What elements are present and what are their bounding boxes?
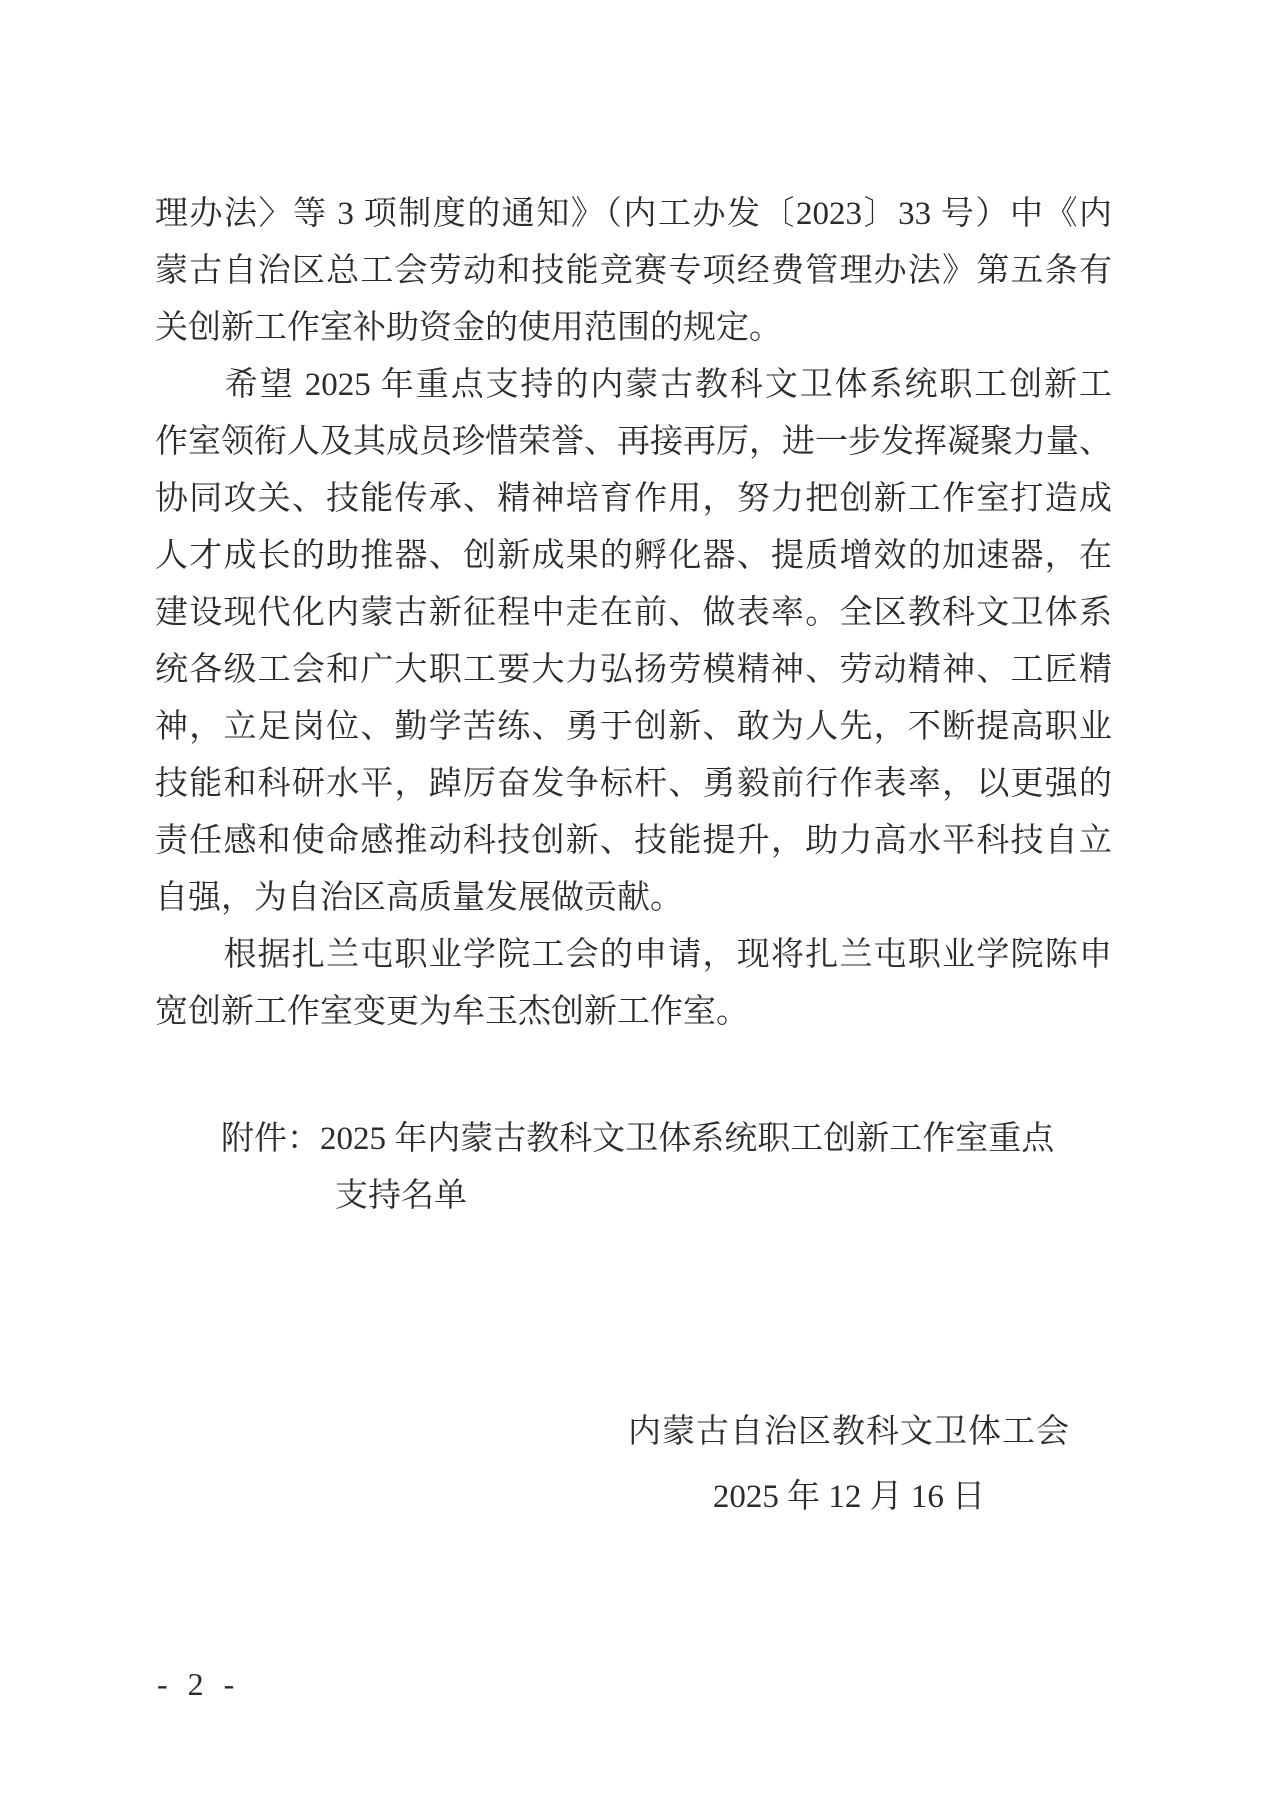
body-line: 根据扎兰屯职业学院工会的申请，现将扎兰屯职业学院陈申 (155, 937, 1112, 973)
attachment-line-2: 支持名单 (335, 1178, 467, 1214)
body-line: 责任感和使命感推动科技创新、技能提升，助力高水平科技自立 (155, 823, 1112, 859)
body-line: 自强，为自治区高质量发展做贡献。 (155, 880, 683, 916)
document-body (155, 186, 1112, 1526)
body-line: 人才成长的助推器、创新成果的孵化器、提质增效的加速器，在 (155, 538, 1112, 574)
body-line: 神，立足岗位、勤学苦练、勇于创新、敢为人先，不断提高职业 (155, 709, 1112, 745)
body-line: 建设现代化内蒙古新征程中走在前、做表率。全区教科文卫体系 (155, 595, 1112, 631)
body-line: 作室领衔人及其成员珍惜荣誉、再接再厉，进一步发挥凝聚力量、 (155, 424, 1112, 460)
attachment-note (155, 1111, 1112, 1225)
signature-block (628, 1404, 1070, 1526)
signature-date: 2025 年 12 月 16 日 (712, 1479, 986, 1515)
page-number: - 2 - (157, 1666, 241, 1702)
body-paragraphs (155, 186, 1112, 1041)
body-line: 关创新工作室补助资金的使用范围的规定。 (155, 310, 782, 346)
body-line: 技能和科研水平，踔厉奋发争标杆、勇毅前行作表率，以更强的 (155, 766, 1112, 802)
body-line: 统各级工会和广大职工要大力弘扬劳模精神、劳动精神、工匠精 (155, 652, 1112, 688)
body-line: 理办法〉等 3 项制度的通知》（内工办发〔2023〕33 号）中《内 (155, 196, 1112, 232)
signature-organization: 内蒙古自治区教科文卫体工会 (628, 1414, 1070, 1450)
body-line: 希望 2025 年重点支持的内蒙古教科文卫体系统职工创新工 (155, 367, 1112, 403)
body-line: 蒙古自治区总工会劳动和技能竞赛专项经费管理办法》第五条有 (155, 253, 1112, 289)
attachment-line-1: 附件：2025 年内蒙古教科文卫体系统职工创新工作室重点 (221, 1121, 1055, 1157)
body-line: 协同攻关、技能传承、精神培育作用，努力把创新工作室打造成 (155, 481, 1112, 517)
body-line: 宽创新工作室变更为牟玉杰创新工作室。 (155, 994, 749, 1030)
